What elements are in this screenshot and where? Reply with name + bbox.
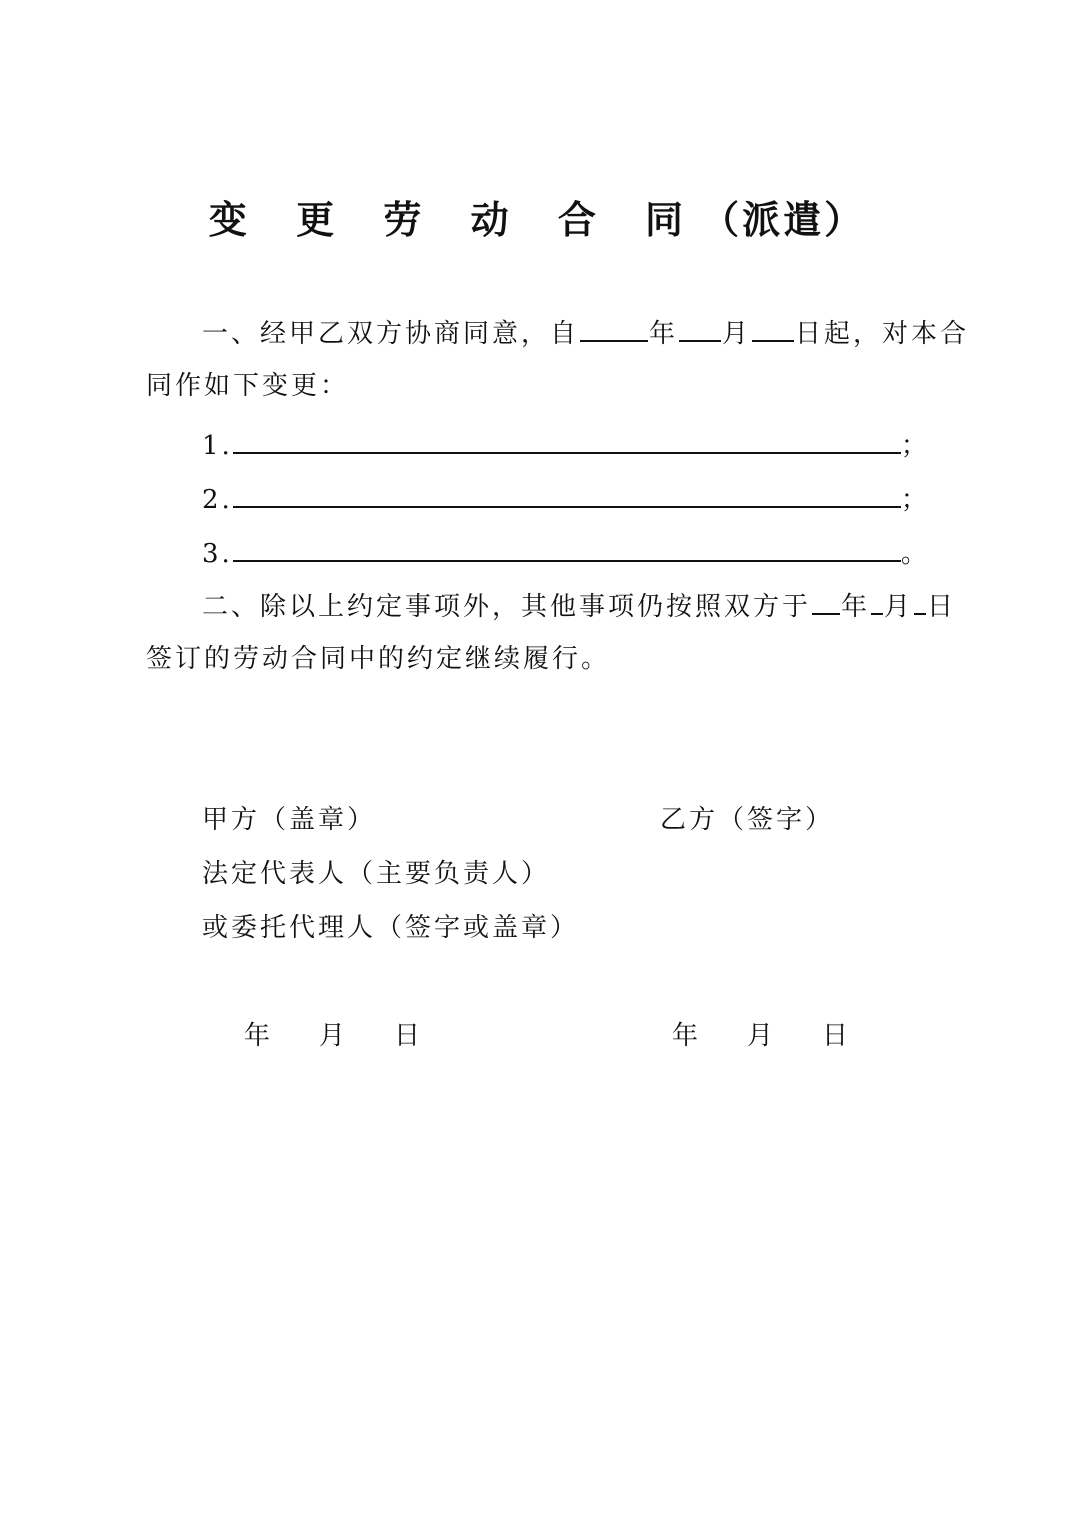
clause-1-text: 一、经甲乙双方协商同意，自	[202, 319, 580, 349]
party-a-label: 甲方（盖章）	[202, 805, 377, 835]
date-month: 月	[747, 1021, 777, 1051]
month-blank	[871, 585, 883, 615]
clause-1-line-1	[202, 312, 969, 354]
month-blank	[679, 312, 721, 342]
date-month: 月	[319, 1021, 349, 1051]
clause-1-day-text: 日起，对本合	[795, 319, 970, 349]
clause-2-line-1	[202, 585, 956, 627]
change-item-1	[202, 422, 930, 466]
item-end-punctuation: ；	[900, 431, 930, 461]
clause-2-month: 月	[884, 592, 914, 622]
day-blank	[914, 585, 926, 615]
item-number: 3.	[202, 539, 233, 569]
date-year: 年	[244, 1021, 274, 1051]
item-blank-line	[233, 530, 901, 562]
clause-2-text: 二、除以上约定事项外，其他事项仍按照双方于	[202, 592, 812, 622]
clause-2-line-2: 签订的劳动合同中的约定继续履行。	[146, 644, 611, 674]
year-blank	[812, 585, 840, 615]
date-year: 年	[672, 1021, 702, 1051]
item-end-punctuation: ；	[900, 485, 930, 515]
day-blank	[752, 312, 794, 342]
change-item-3	[202, 530, 930, 574]
party-b-date	[672, 1016, 851, 1056]
clause-1-line-2: 同作如下变更：	[146, 371, 350, 401]
party-a-agent: 或委托代理人（签字或盖章）	[202, 913, 580, 943]
item-blank-line	[233, 422, 901, 454]
document-title	[0, 190, 1074, 250]
party-a-date	[244, 1016, 423, 1056]
title-main: 变 更 劳 动 合 同	[208, 197, 702, 242]
year-blank	[580, 312, 648, 342]
party-a-representative: 法定代表人（主要负责人）	[202, 859, 551, 889]
title-suffix: （派遣）	[701, 197, 866, 242]
item-number: 1.	[202, 431, 233, 461]
item-end-punctuation: 。	[900, 539, 930, 569]
clause-2-year: 年	[841, 592, 871, 622]
clause-2-day: 日	[927, 592, 957, 622]
clause-1-year: 年	[649, 319, 679, 349]
item-blank-line	[233, 476, 901, 508]
clause-1-month: 月	[722, 319, 752, 349]
item-number: 2.	[202, 485, 233, 515]
party-b-label: 乙方（签字）	[660, 805, 835, 835]
change-item-2	[202, 476, 930, 520]
date-day: 日	[822, 1021, 852, 1051]
date-day: 日	[394, 1021, 424, 1051]
